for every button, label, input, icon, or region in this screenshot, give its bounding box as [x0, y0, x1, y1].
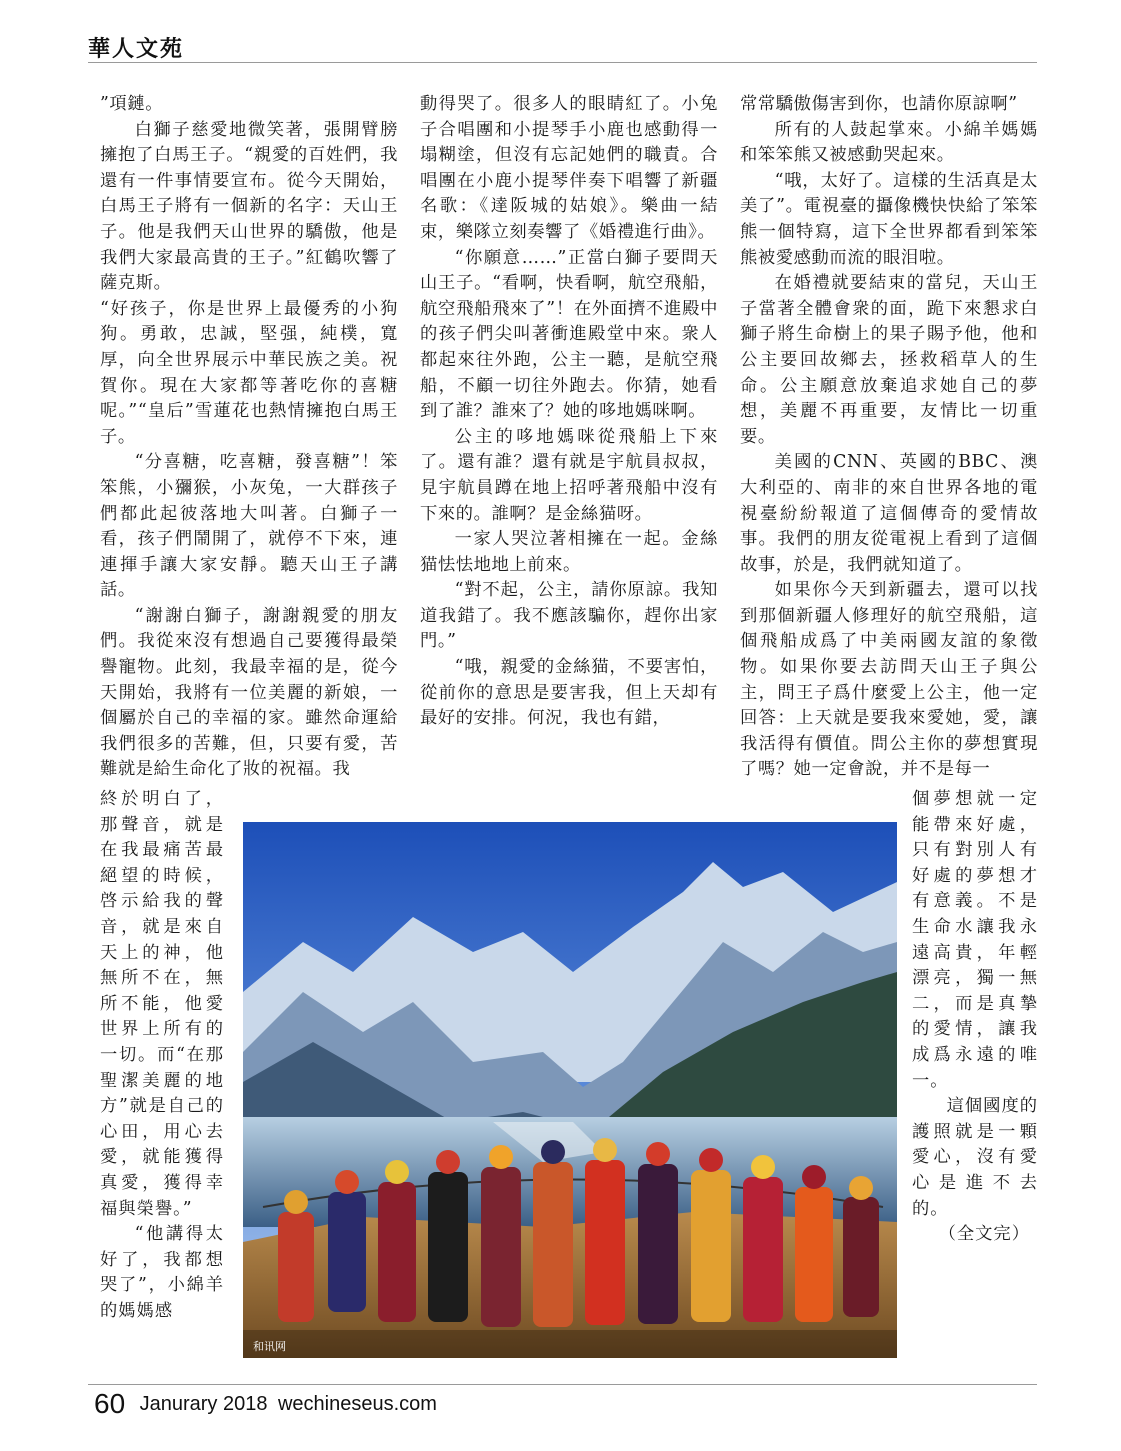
paragraph: “哦，親愛的金絲猫，不要害怕，從前你的意思是要害我，但上天却有最好的安排。何況，我也有錯， [420, 657, 718, 729]
paragraph: “好孩子，你是世界上最優秀的小狗狗。勇敢，忠誠，堅强，純樸，寬厚，向全世界展示中華民族之美。祝賀你。現在大家都等著吃你的喜糖呢。”“皇后”雪蓮花也熱情擁抱白馬王子。 [100, 298, 398, 447]
photo-illustration [243, 822, 897, 1358]
landscape-photo [243, 822, 897, 1358]
paragraph: 終於明白了，那聲音，就是在我最痛苦最絕望的時候，啓示給我的聲音，就是來自天上的神，他無所不在，無所不能，他愛世界上所有的一切。而“在那聖潔美麗的地方”就是自己的心田，用心去愛，就能獲得真愛，獲得幸福與榮譽。” [100, 789, 224, 1219]
paragraph: 個夢想就一定能帶來好處，只有對別人有好處的夢想才有意義。不是生命水讓我永遠高貴，年輕漂亮，獨一無二，而是真摯的愛情，讓我成爲永遠的唯一。 [912, 789, 1038, 1091]
paragraph: 動得哭了。很多人的眼睛紅了。小兔子合唱團和小提琴手小鹿也感動得一塌糊塗，但沒有忘記她們的職責。合唱團在小鹿小提琴伴奏下唱響了新疆名歌：《達阪城的姑娘》。樂曲一結束，樂隊立刻奏響了《婚禮進行曲》。 [420, 94, 718, 242]
article-column-3 [740, 92, 1038, 783]
paragraph: 公主的哆地媽咪從飛船上下來了。還有誰？還有就是宇航員叔叔，見宇航員蹲在地上招呼著飛船中沒有下來的。誰啊？是金絲猫呀。 [420, 426, 718, 524]
paragraph: “他講得太好了，我都想哭了”，小綿羊的媽媽感 [100, 1224, 224, 1321]
article-wrap-right [912, 787, 1038, 1248]
paragraph: “哦，太好了。這樣的生活真是太美了”。電視臺的攝像機快快給了笨笨熊一個特寫，這下全世界都看到笨笨熊被愛感動而流的眼泪啦。 [740, 170, 1038, 268]
paragraph: 這個國度的護照就是一顆愛心，沒有愛心是進不去的。 [912, 1096, 1039, 1219]
paragraph: ”項鏈。 [100, 94, 164, 114]
article-wrap-left [100, 787, 224, 1324]
page-footer [94, 1388, 437, 1420]
issue-date: Janurary 2018 [139, 1393, 268, 1415]
footer-divider [88, 1384, 1037, 1385]
header-divider [88, 62, 1037, 63]
paragraph: 美國的CNN、英國的BBC、澳大利亞的、南非的來自世界各地的電視臺紛紛報道了這個傳奇的愛情故事。我們的朋友從電視上看到了這個故事，於是，我們就知道了。 [740, 452, 1038, 575]
magazine-section-title: 華人文苑 [88, 37, 185, 62]
paragraph: 所有的人鼓起掌來。小綿羊媽媽和笨笨熊又被感動哭起來。 [740, 119, 1038, 166]
paragraph: 常常驕傲傷害到你，也請你原諒啊” [740, 94, 1018, 114]
photo-caption: 和讯网 [253, 1340, 286, 1353]
end-marker: （全文完） [938, 1224, 1030, 1245]
paragraph: “分喜糖，吃喜糖，發喜糖”！笨笨熊，小獼猴，小灰兔，一大群孩子們都此起彼落地大叫著。白獅子一看，孩子們鬧開了，就停不下來，連連揮手讓大家安靜。聽天山王子講話。 [100, 452, 398, 601]
page-number: 60 [94, 1388, 126, 1419]
paragraph: 在婚禮就要結束的當兒，天山王子當著全體會衆的面，跪下來懇求白獅子將生命樹上的果子賜予他，他和公主要回故鄉去，拯救稻草人的生命。公主願意放棄追求她自己的夢想，美麗不再重要，友情比一切重要。 [740, 273, 1038, 447]
paragraph: 白獅子慈愛地微笑著，張開臂膀擁抱了白馬王子。“親愛的百姓們，我還有一件事情要宣布。從今天開始，白馬王子將有一個新的名字：天山王子。他是我們天山世界的驕傲，他是我們大家最高貴的王子。”紅鶴吹響了薩克斯。 [100, 119, 398, 294]
paragraph: “對不起，公主，請你原諒。我知道我錯了。我不應該騙你，趕你出家門。” [420, 580, 718, 652]
article-column-1 [100, 92, 398, 783]
website-link[interactable]: wechineseus.com [277, 1393, 437, 1415]
paragraph: 一家人哭泣著相擁在一起。金絲猫怯怯地地上前來。 [420, 529, 718, 575]
paragraph: “謝謝白獅子，謝謝親愛的朋友們。我從來沒有想過自己要獲得最榮譽寵物。此刻，我最幸福的是，從今天開始，我將有一位美麗的新娘，一個屬於自己的幸福的家。雖然命運給我們很多的苦難，但，只要有愛，苦難就是給生命化了妝的祝福。我 [100, 605, 398, 780]
paragraph: 如果你今天到新疆去，還可以找到那個新疆人修理好的航空飛船，這個飛船成爲了中美兩國友誼的象徵物。如果你要去訪問天山王子與公主，問王子爲什麼愛上公主，他一定回答：上天就是要我來愛她，愛，讓我活得有價值。問公主你的夢想實現了嗎？她一定會說，并不是每一 [740, 580, 1038, 780]
article-column-2 [420, 92, 718, 732]
paragraph: “你願意……”正當白獅子要問天山王子。“看啊，快看啊，航空飛船，航空飛船飛來了”！在外面擠不進殿中的孩子們尖叫著衝進殿堂中來。衆人都起來往外跑，公主一聽，是航空飛船，不顧一切往外跑去。你猜，她看到了誰？誰來了？她的哆地媽咪啊。 [420, 247, 718, 422]
